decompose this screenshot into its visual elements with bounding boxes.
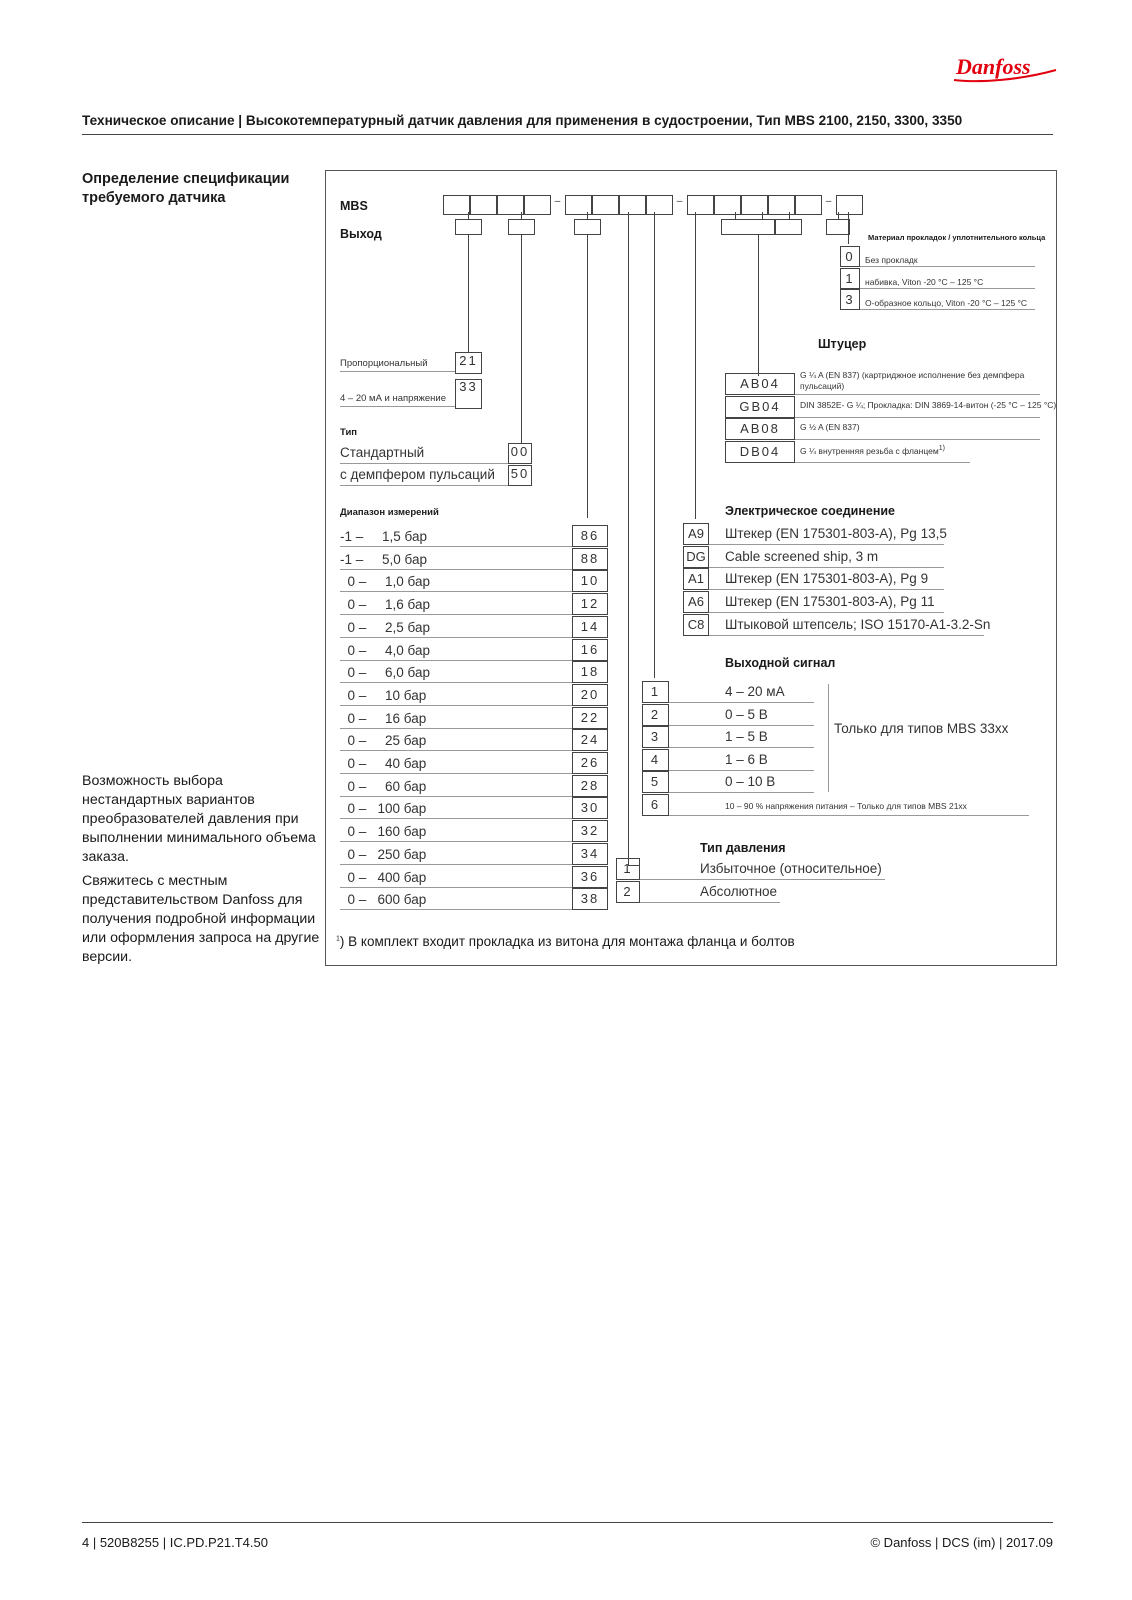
- electrical-row-rule: [709, 544, 944, 545]
- danfoss-logo: [950, 50, 1060, 86]
- range-code-box: 34: [572, 843, 608, 865]
- code-slot: [836, 195, 863, 215]
- connector-line: [789, 212, 790, 220]
- signal-code-box: 1: [642, 681, 669, 703]
- section-heading: Определение спецификации требуемого датчика: [82, 171, 290, 206]
- signal-code-box: 2: [642, 704, 669, 726]
- connector-line: [521, 234, 522, 443]
- range-code-box: 22: [572, 707, 608, 729]
- electrical-row-rule: [709, 635, 984, 636]
- range-item-label: 0 – 1,0 бар: [340, 574, 430, 590]
- footer-copyright: © Danfoss | DCS (im) | 2017.09: [870, 1535, 1053, 1550]
- range-item-label: 0 – 60 бар: [340, 778, 427, 794]
- electrical-item-label: Штыковой штепсель; ISO 15170-A1-3.2-Sn: [725, 616, 991, 632]
- range-row-rule: [340, 614, 572, 615]
- code-slot: [687, 195, 714, 215]
- range-row-rule: [340, 682, 572, 683]
- range-row-rule: [340, 569, 572, 570]
- footnote-text: ) В комплект входит прокладка из витона для монтажа фланца и болтов: [339, 934, 795, 949]
- code-slot: [619, 195, 646, 215]
- fitting-code-box: AB04: [725, 373, 795, 395]
- code-slot: [768, 195, 795, 215]
- pressure-type-item-label: Избыточное (относительное): [700, 861, 882, 876]
- sidebar-note-paragraph-1: Возможность выбора нестандартных вариантов преобразователей давления при выполнении минимального объема заказа.: [82, 773, 316, 865]
- connector-line: [628, 865, 640, 866]
- range-code-box: 24: [572, 729, 608, 751]
- range-row-rule: [340, 705, 572, 706]
- code-slot: [470, 195, 497, 215]
- signal-group-note: Только для типов MBS 33xx: [834, 721, 1009, 736]
- output-row-rule: [340, 371, 455, 372]
- signal-code-box: 3: [642, 726, 669, 748]
- range-item-label: 0 – 250 бар: [340, 846, 427, 862]
- range-code-box: 38: [572, 888, 608, 910]
- electrical-label: Электрическое соединение: [725, 504, 896, 518]
- signal-item-label: 10 – 90 % напряжения питания – Только для типов MBS 21xx: [725, 800, 967, 811]
- range-item-label: 0 – 25 бар: [340, 733, 427, 749]
- range-row-rule: [340, 728, 572, 729]
- range-item-label: 0 – 4,0 бар: [340, 642, 430, 658]
- output-row-rule: [340, 406, 455, 407]
- code-separator: –: [551, 195, 566, 215]
- pressure-type-label: Тип давления: [700, 841, 786, 855]
- footer-divider: [82, 1522, 1053, 1523]
- code-slot: [497, 195, 524, 215]
- signal-row-rule: [669, 770, 814, 771]
- range-code-box: 18: [572, 661, 608, 683]
- output-label: Выход: [340, 227, 382, 241]
- footer-document-code: 4 | 520B8255 | IC.PD.P21.T4.50: [82, 1535, 268, 1550]
- output-proportional-label: Пропорциональный: [340, 358, 428, 369]
- electrical-code-box: A6: [683, 591, 709, 613]
- fitting-item-text: G ¼ A (EN 837) (картриджное исполнение без демпфера пульсаций): [800, 370, 1025, 391]
- gasket-item-label: Без прокладк: [865, 255, 918, 265]
- document-header-title: Техническое описание | Высокотемпературный датчик давления для применения в судостроении, Тип MBS 2100, 2150, 3300, 3350: [82, 113, 963, 128]
- code-group-box: [721, 219, 775, 235]
- range-code-box: 26: [572, 752, 608, 774]
- code-slot: [592, 195, 619, 215]
- range-code-box: 86: [572, 525, 608, 547]
- range-item-label: 0 – 40 бар: [340, 756, 427, 771]
- pressure-type-item-label: Абсолютное: [700, 883, 778, 899]
- fitting-item-text: G ½ A (EN 837): [800, 422, 860, 432]
- code-slot: [646, 195, 673, 215]
- signal-row-rule: [669, 702, 814, 703]
- gasket-item-label: O-образное кольцо, Viton -20 °C – 125 °C: [865, 298, 1028, 308]
- range-item-label: 0 – 1,6 бар: [340, 597, 430, 613]
- code-prefix: MBS: [340, 199, 368, 213]
- fitting-row-rule: [795, 462, 970, 463]
- pressure-type-row-rule: [640, 879, 885, 880]
- connector-line: [468, 212, 469, 220]
- pressure-type-row-rule: [640, 902, 780, 903]
- signal-code-box: 4: [642, 749, 669, 771]
- connector-line: [628, 212, 629, 866]
- range-item-label: 0 – 400 бар: [340, 869, 427, 885]
- range-code-box: 20: [572, 684, 608, 706]
- signal-group-bracket: [828, 684, 829, 792]
- connector-line: [695, 212, 696, 519]
- range-code-box: 30: [572, 797, 608, 819]
- signal-item-label: 4 – 20 мА: [725, 684, 785, 699]
- signal-label: Выходной сигнал: [725, 656, 836, 670]
- range-item-label: 0 – 100 бар: [340, 801, 427, 817]
- electrical-item-label: Штекер (EN 175301-803-A), Pg 11: [725, 594, 935, 610]
- range-item-label: -1 – 5,0 бар: [340, 551, 427, 567]
- code-slot: [741, 195, 768, 215]
- signal-code-box: 6: [642, 794, 669, 816]
- code-separator: –: [822, 195, 837, 215]
- range-row-rule: [340, 909, 572, 910]
- signal-row-rule: [669, 815, 1029, 816]
- code-slot: [443, 195, 470, 215]
- fitting-item-text: G ¼ внутренняя резьба с фланцем: [800, 445, 939, 456]
- gasket-row-rule: [860, 288, 1035, 289]
- range-row-rule: [340, 841, 572, 842]
- gasket-code-box: 0: [840, 246, 860, 267]
- type-standard-label: Стандартный: [340, 445, 425, 460]
- fitting-row-rule: [795, 394, 1040, 395]
- electrical-code-box: DG: [683, 546, 709, 568]
- connector-line: [654, 212, 655, 678]
- footnote-mark: 1: [336, 935, 340, 943]
- range-code-box: 28: [572, 775, 608, 797]
- type-row-rule: [340, 485, 508, 486]
- range-row-rule: [340, 796, 572, 797]
- fitting-item-label: [800, 422, 860, 432]
- electrical-row-rule: [709, 567, 944, 568]
- range-code-box: 32: [572, 820, 608, 842]
- fitting-item-label: [800, 370, 1050, 392]
- code-group-box: [455, 219, 482, 235]
- gasket-row-rule: [860, 266, 1035, 267]
- electrical-row-rule: [709, 612, 944, 613]
- range-row-rule: [340, 637, 572, 638]
- range-code-box: 12: [572, 593, 608, 615]
- signal-item-label: 1 – 6 В: [725, 751, 768, 767]
- electrical-code-box: C8: [683, 614, 709, 636]
- fitting-label: Штуцер: [818, 337, 867, 351]
- type-label: Тип: [340, 427, 358, 438]
- connector-line: [587, 234, 588, 518]
- gasket-code-box: 3: [840, 289, 860, 310]
- fitting-item-label: [800, 400, 1056, 410]
- footnote: [336, 934, 795, 949]
- fitting-code-box: GB04: [725, 396, 795, 418]
- fitting-code-box: DB04: [725, 441, 795, 463]
- electrical-code-box: A9: [683, 523, 709, 545]
- code-group-box: [508, 219, 535, 235]
- range-code-box: 14: [572, 616, 608, 638]
- connector-line: [838, 212, 839, 220]
- range-item-label: 0 – 10 бар: [340, 687, 427, 703]
- signal-row-rule: [669, 792, 814, 793]
- pressure-type-code-box: 1: [616, 858, 640, 880]
- connector-line: [587, 212, 588, 220]
- range-code-box: 16: [572, 639, 608, 661]
- pressure-type-code-box: 2: [616, 881, 640, 903]
- electrical-row-rule: [709, 589, 944, 590]
- gasket-row-rule: [860, 309, 1035, 310]
- gasket-label: Материал прокладок / уплотнительного кольца: [868, 233, 1046, 242]
- fitting-row-rule: [795, 417, 1040, 418]
- range-item-label: 0 – 6,0 бар: [340, 665, 430, 681]
- range-item-label: 0 – 16 бар: [340, 710, 427, 726]
- range-row-rule: [340, 887, 572, 888]
- range-code-box: 88: [572, 548, 608, 570]
- connector-line: [521, 212, 522, 220]
- output-ma-label: 4 – 20 мА и напряжение: [340, 393, 446, 404]
- fitting-item-label: [800, 445, 945, 456]
- sidebar-note-paragraph-2: Свяжитесь с местным представительством Danfoss для получения подробной информации или оформления запроса на другие версии.: [82, 873, 320, 965]
- range-row-rule: [340, 864, 572, 865]
- range-code-box: 10: [572, 570, 608, 592]
- signal-row-rule: [669, 725, 814, 726]
- connector-line: [848, 212, 849, 244]
- electrical-code-box: A1: [683, 568, 709, 590]
- range-row-rule: [340, 818, 572, 819]
- range-row-rule: [340, 773, 572, 774]
- electrical-item-label: Cable screened ship, 3 m: [725, 548, 879, 564]
- fitting-row-rule: [795, 439, 1040, 440]
- range-item-label: -1 – 1,5 бар: [340, 529, 427, 544]
- code-group-box: [574, 219, 601, 235]
- type-code-box: 00: [508, 443, 532, 464]
- gasket-item-label: набивка, Viton -20 °C – 125 °C: [865, 276, 984, 287]
- signal-row-rule: [669, 747, 814, 748]
- code-slot: [524, 195, 551, 215]
- output-code-box: 33: [455, 379, 482, 409]
- type-damper-label: с демпфером пульсаций: [340, 467, 495, 482]
- fitting-code-box: AB08: [725, 418, 795, 440]
- range-item-label: 0 – 160 бар: [340, 824, 427, 840]
- connector-line: [762, 212, 763, 220]
- gasket-code-box: 1: [840, 268, 860, 289]
- code-slot: [795, 195, 822, 215]
- range-item-label: 0 – 2,5 бар: [340, 619, 430, 635]
- code-separator: –: [673, 195, 688, 215]
- signal-item-label: 0 – 10 В: [725, 774, 776, 789]
- connector-line: [758, 234, 759, 376]
- signal-item-label: 0 – 5 В: [725, 706, 768, 722]
- connector-line: [735, 212, 736, 220]
- range-label: Диапазон измерений: [340, 507, 439, 518]
- range-row-rule: [340, 750, 572, 751]
- fitting-footnote-mark: 1): [938, 444, 945, 452]
- signal-item-label: 1 – 5 В: [725, 729, 768, 744]
- header-divider: [82, 134, 1053, 135]
- range-row-rule: [340, 660, 572, 661]
- signal-code-box: 5: [642, 771, 669, 793]
- code-slot: [714, 195, 741, 215]
- range-item-label: 0 – 600 бар: [340, 892, 427, 908]
- type-code-box: 50: [508, 465, 532, 486]
- range-code-box: 36: [572, 866, 608, 888]
- type-row-rule: [340, 463, 508, 464]
- sidebar-note: [82, 772, 322, 972]
- code-group-box: [826, 219, 850, 235]
- svg-text:Danfoss: Danfoss: [956, 54, 1031, 79]
- electrical-item-label: Штекер (EN 175301-803-A), Pg 9: [725, 571, 929, 587]
- range-row-rule: [340, 591, 572, 592]
- range-row-rule: [340, 546, 572, 547]
- electrical-item-label: Штекер (EN 175301-803-A), Pg 13,5: [725, 526, 947, 541]
- output-code-box: 21: [455, 352, 482, 374]
- code-group-box: [775, 219, 802, 235]
- fitting-item-text: DIN 3852E- G ¼; Прокладка: DIN 3869-14-витон (-25 °C – 125 °C): [800, 399, 1057, 410]
- connector-line: [468, 234, 469, 352]
